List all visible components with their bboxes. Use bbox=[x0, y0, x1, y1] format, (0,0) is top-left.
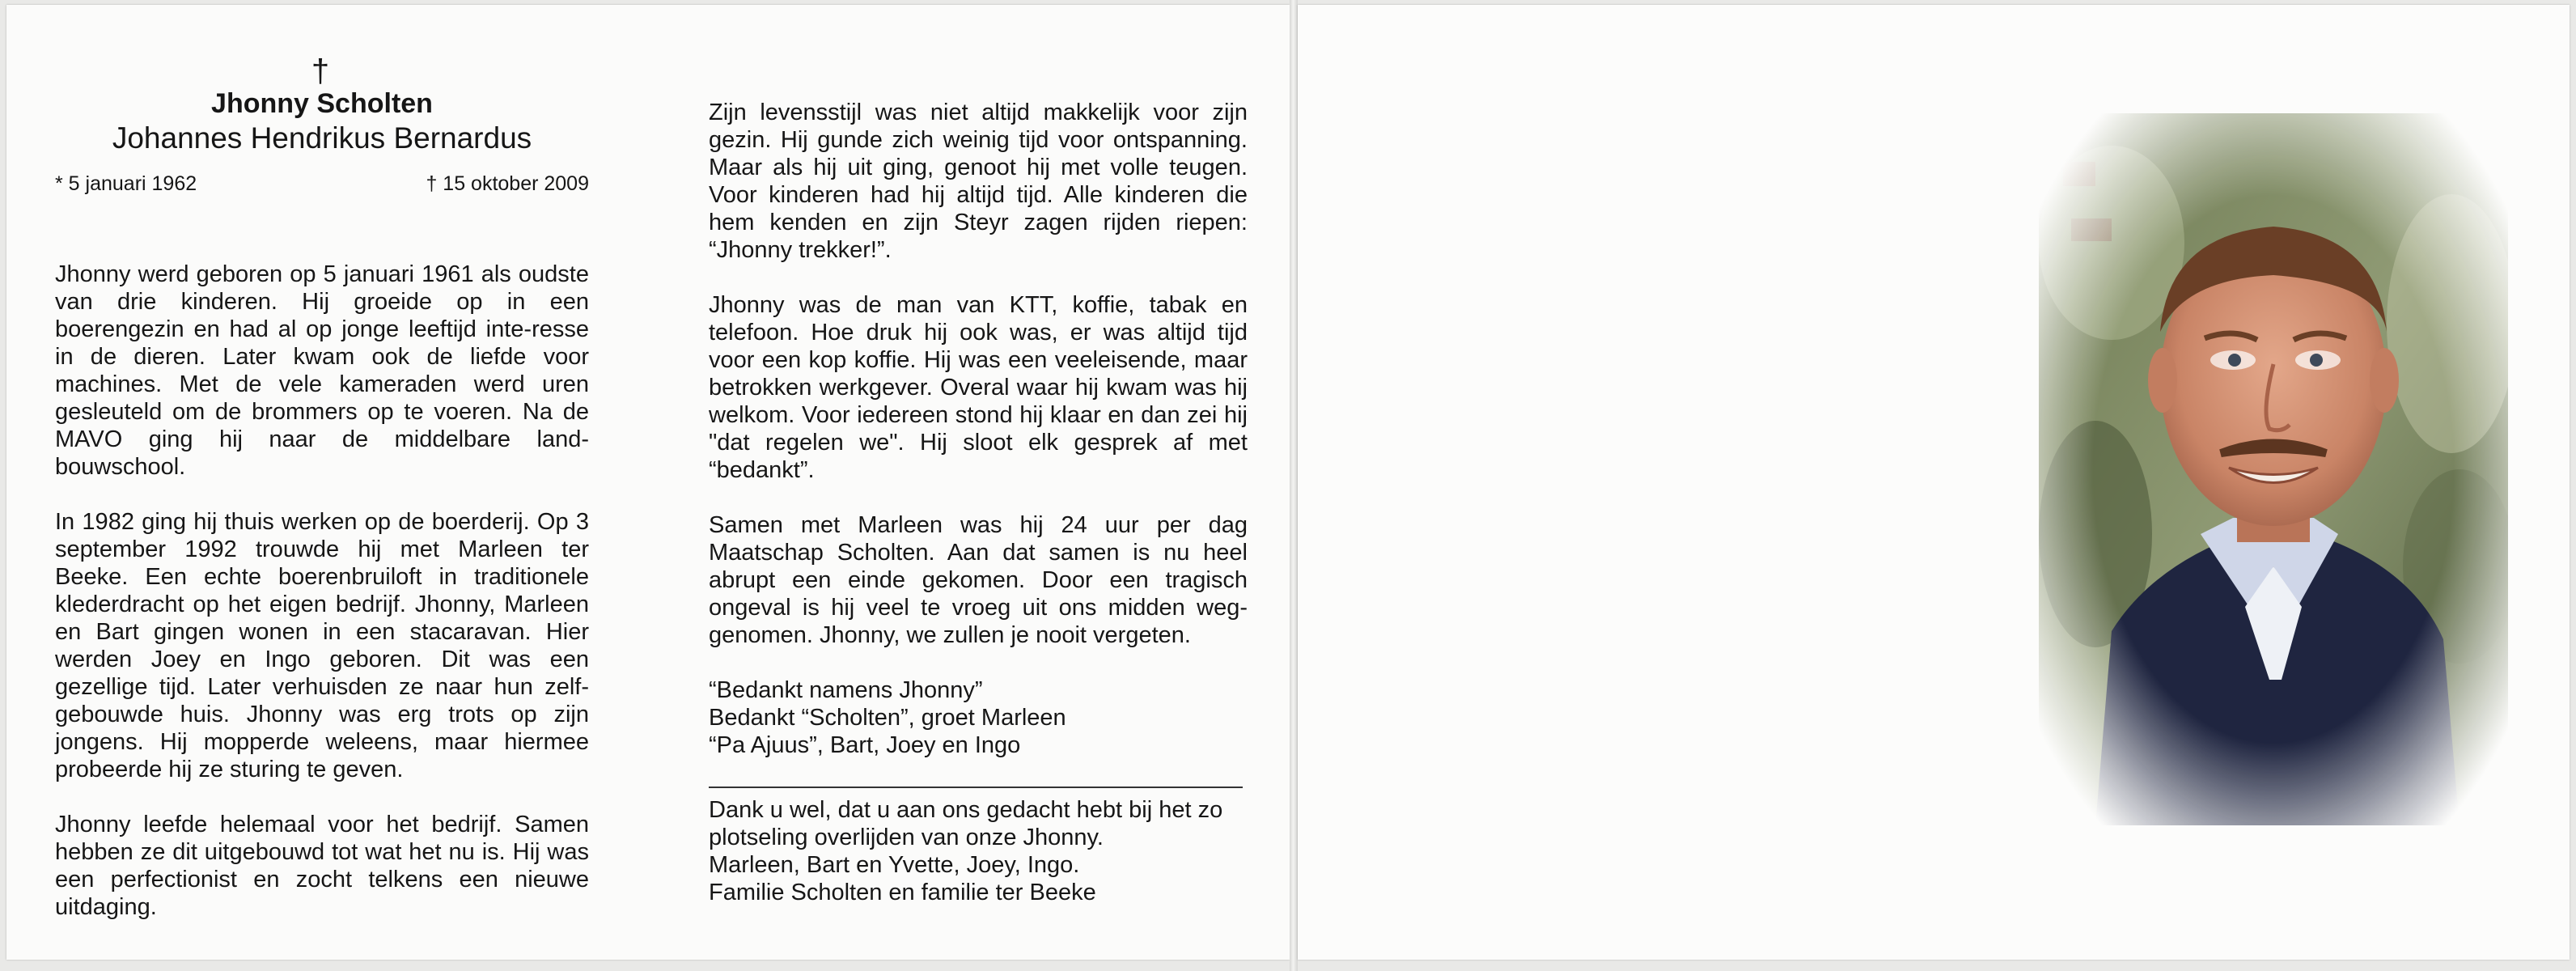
cross-symbol: † bbox=[311, 53, 330, 89]
life-dates bbox=[55, 170, 589, 197]
biography-paragraph: Jhonny leefde helemaal voor het bedrijf. Samen hebben ze dit uitgebouwd tot wat het nu is. Hij was een perfectionist en zocht telkens een nieuwe uitdaging. bbox=[55, 812, 589, 920]
thanks-line: Marleen, Bart en Yvette, Joey, Ingo. bbox=[709, 852, 1080, 878]
biography-paragraph: Jhonny werd geboren op 5 januari 1961 als oudste van drie kinderen. Hij groeide op in een boerengezin en had al op jonge leeftijd inte-resse in de dieren. Later kwam ook de liefde voor machines. Met de vele kameraden werd uren gesleuteld om de brommers op te voeren. Na de MAVO ging hij naar de middelbare land-bouwschool. bbox=[55, 261, 589, 480]
birth-date: * 5 januari 1962 bbox=[55, 172, 197, 195]
thanks-line: Dank u wel, dat u aan ons gedacht hebt bij het zo bbox=[709, 797, 1223, 823]
deceased-full-name: Johannes Hendrikus Bernardus bbox=[112, 121, 532, 155]
biography-paragraph: Samen met Marleen was hij 24 uur per dag Maatschap Scholten. Aan dat samen is nu heel abrupt een einde gekomen. Door een tragisch ongeval is hij veel te vroeg uit ons midden weg-genomen. Jhonny, we zullen je nooit vergeten. bbox=[709, 512, 1248, 648]
farewell-lines bbox=[709, 676, 1248, 759]
farewell-line: Bedankt “Scholten”, groet Marleen bbox=[709, 705, 1066, 731]
farewell-line: “Pa Ajuus”, Bart, Joey en Ingo bbox=[709, 732, 1021, 758]
biography-paragraph: Jhonny was de man van KTT, koffie, tabak en telefoon. Hoe druk hij ook was, er was altijd tijd voor een kop koffie. Hij was een veeleisende, maar betrokken werkgever. Overal waar hij kwam was hij welkom. Voor iedereen stond hij klaar en dan zei hij "dat regelen we". Hij sloot elk gesprek af met “bedankt”. bbox=[709, 292, 1248, 483]
card-inside-left bbox=[6, 5, 1290, 960]
thanks-line: plotseling overlijden van onze Jhonny. bbox=[709, 825, 1104, 850]
deceased-name: Jhonny Scholten bbox=[211, 88, 433, 119]
biography-paragraph: In 1982 ging hij thuis werken op de boerderij. Op 3 september 1992 trouwde hij met Marleen ter Beeke. Een echte boerenbruiloft in traditionele klederdracht op het eigen bedrijf. Jhonny, Marleen en Bart gingen wonen in een stacaravan. Hier werden Joey en Ingo geboren. Dit was een gezellige tijd. Later verhuisden ze naar hun zelf-gebouwde huis. Jhonny was erg trots op zijn jongens. Hij mopperde weleens, maar hiermee probeerde hij ze sturing te geven. bbox=[55, 509, 589, 782]
biography-paragraph: Zijn levensstijl was niet altijd makkelijk voor zijn gezin. Hij gunde zich weinig tijd voor ontspanning. Maar als hij uit ging, genoot hij met volle teugen. Voor kinderen had hij altijd tijd. Alle kinderen die hem kenden en zijn Steyr zagen rijden riepen: “Jhonny trekker!”. bbox=[709, 100, 1248, 263]
text-column-left bbox=[55, 55, 589, 921]
thanks-block bbox=[709, 796, 1248, 906]
farewell-line: “Bedankt namens Jhonny” bbox=[709, 677, 983, 703]
card-fold bbox=[1290, 0, 1298, 971]
death-date: † 15 oktober 2009 bbox=[426, 172, 589, 195]
portrait-photo bbox=[2039, 113, 2508, 825]
thanks-line: Familie Scholten en familie ter Beeke bbox=[709, 880, 1096, 905]
text-column-right bbox=[709, 99, 1248, 906]
divider-line bbox=[709, 787, 1243, 788]
